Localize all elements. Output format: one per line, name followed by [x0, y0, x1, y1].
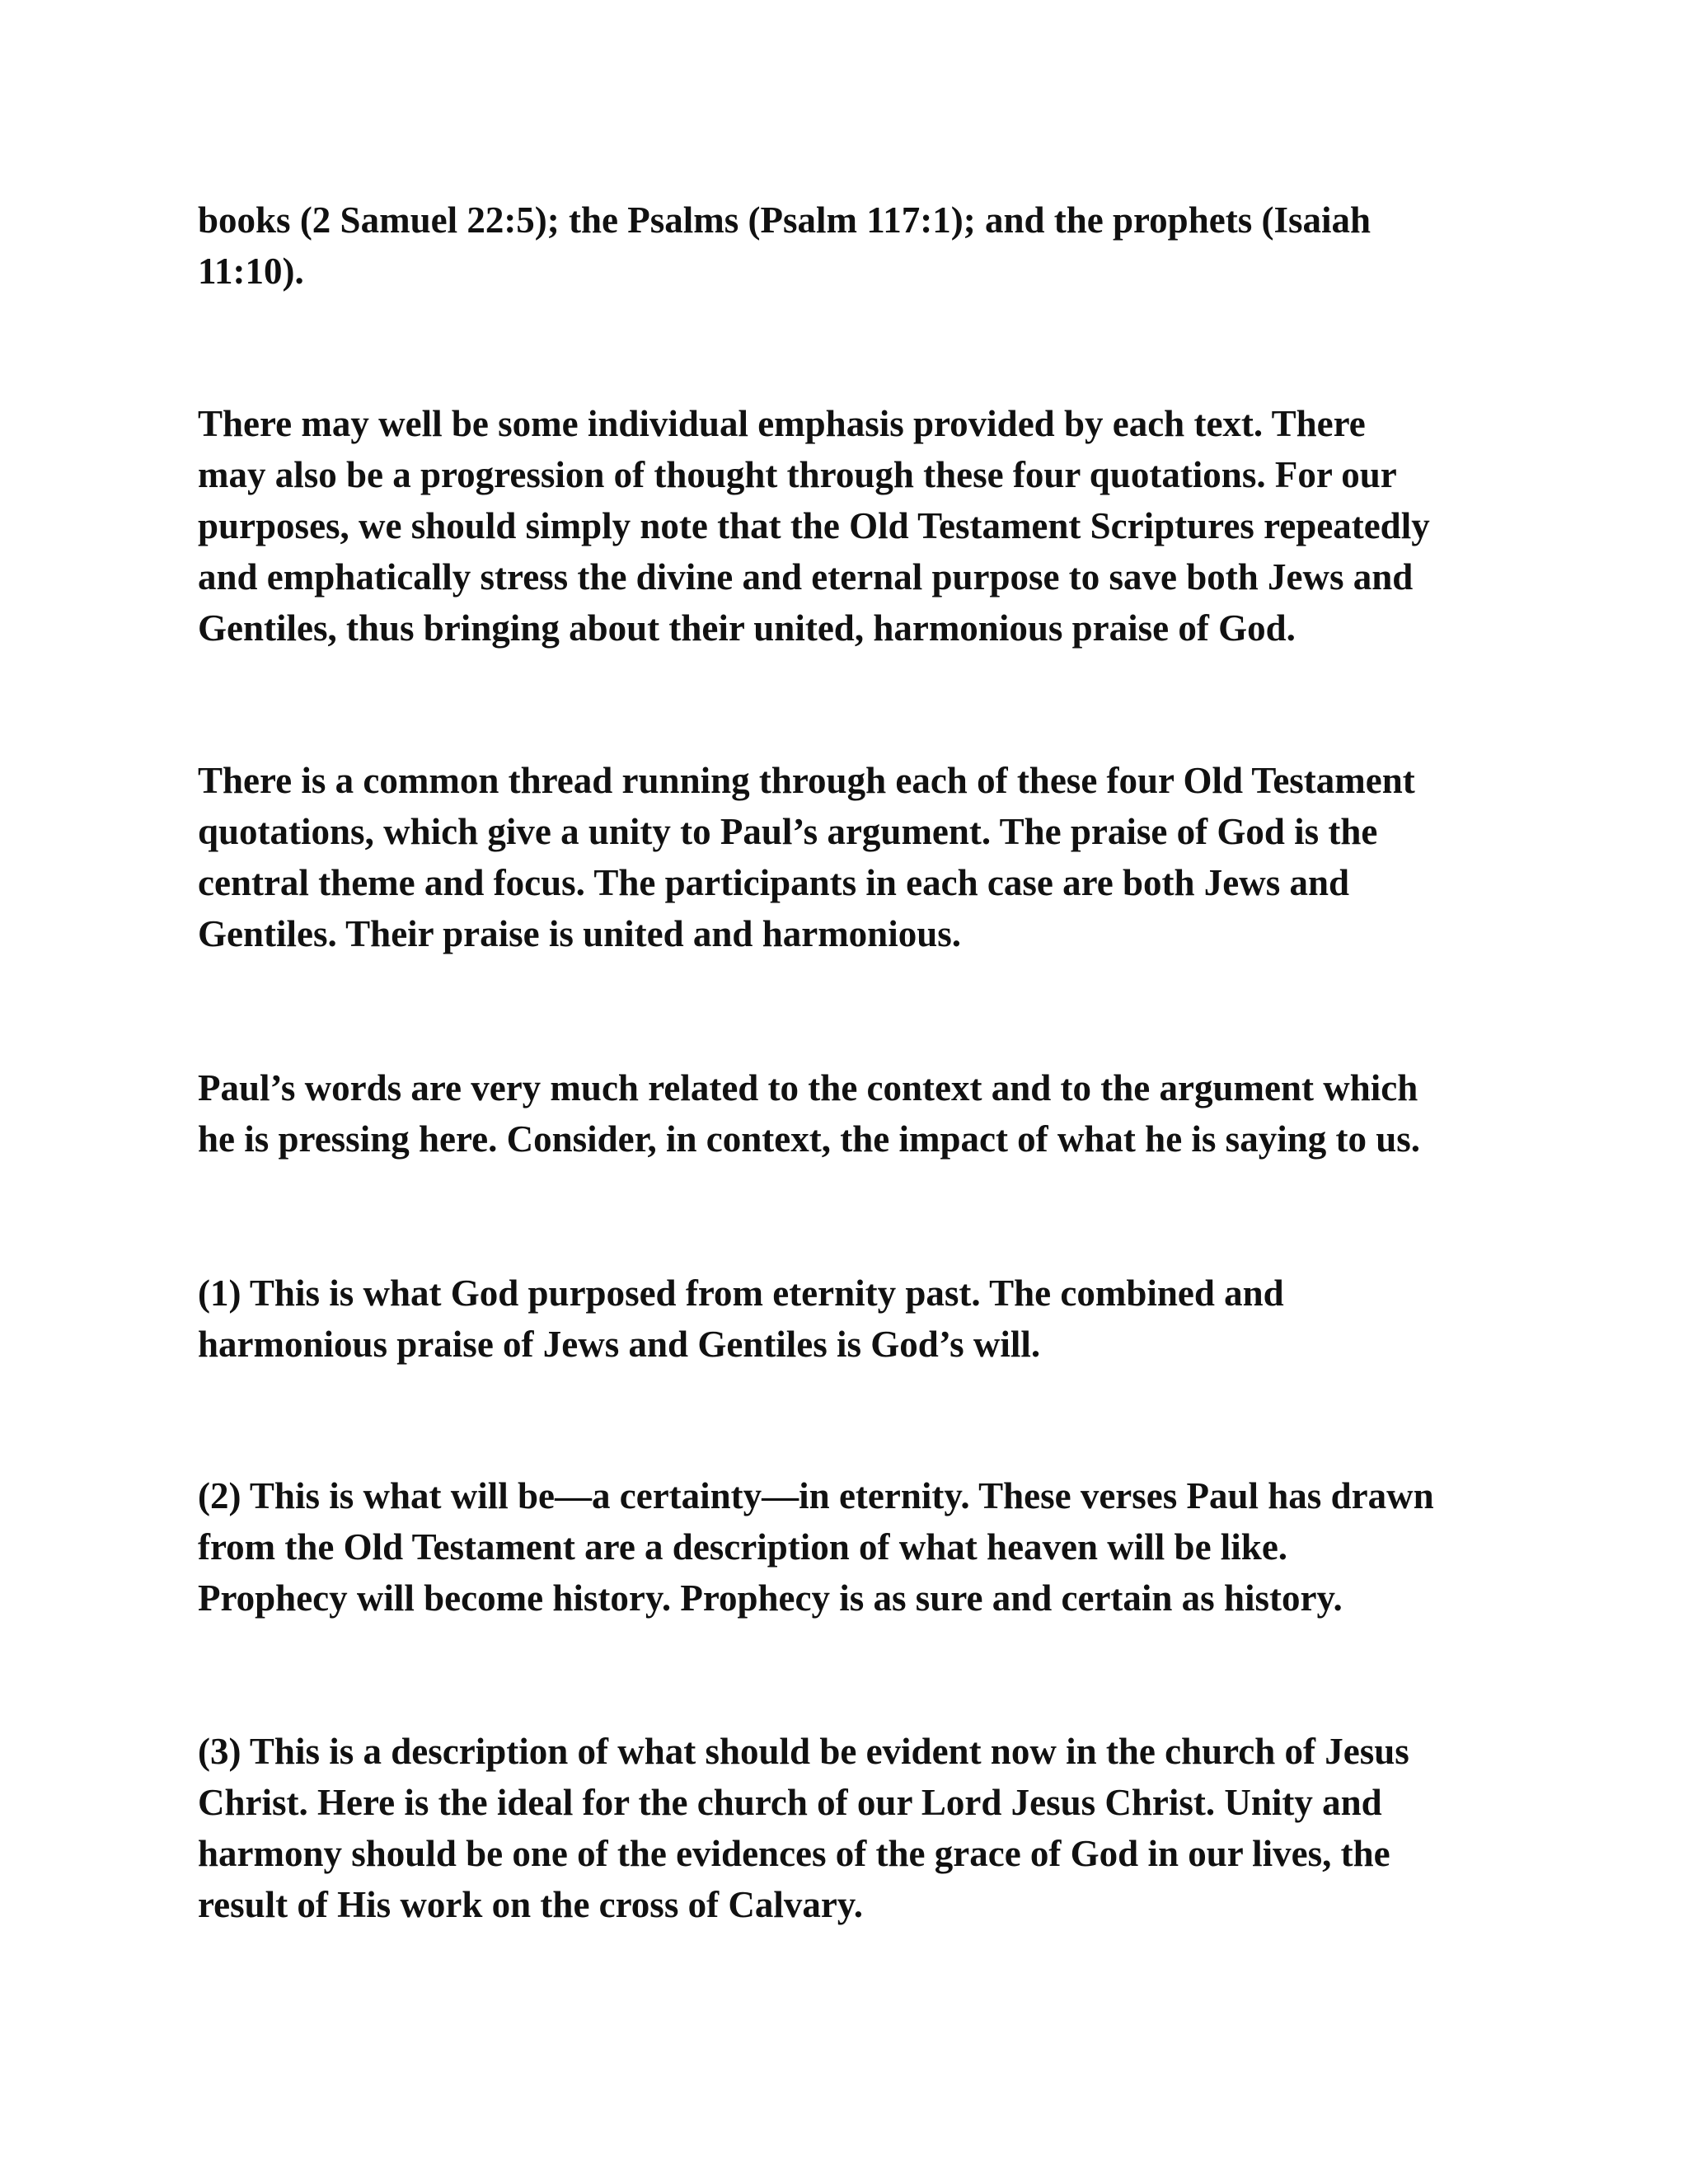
text-line: (1) This is what God purposed from eternity past. The combined and: [198, 1272, 1284, 1314]
text-line: 11:10).: [198, 251, 304, 292]
paragraph-point-3: [198, 1726, 1500, 1930]
paragraph-common-thread: [198, 755, 1500, 959]
text-line: and emphatically stress the divine and eternal purpose to save both Jews and: [198, 556, 1414, 598]
text-line: from the Old Testament are a description of what heaven will be like.: [198, 1526, 1288, 1568]
text-line: (3) This is a description of what should be evident now in the church of Jesus: [198, 1731, 1409, 1772]
text-line: harmony should be one of the evidences of the grace of God in our lives, the: [198, 1833, 1390, 1874]
paragraph-point-2: [198, 1470, 1500, 1624]
text-line: result of His work on the cross of Calvary.: [198, 1884, 864, 1925]
paragraph-scripture-references: [198, 194, 1500, 297]
paragraph-emphasis: [198, 398, 1500, 654]
text-line: purposes, we should simply note that the Old Testament Scriptures repeatedly: [198, 505, 1430, 546]
text-line: Gentiles. Their praise is united and harmonious.: [198, 913, 961, 954]
text-line: Paul’s words are very much related to the context and to the argument which: [198, 1067, 1418, 1108]
text-line: There may well be some individual emphasis provided by each text. There: [198, 403, 1366, 444]
text-line: harmonious praise of Jews and Gentiles is God’s will.: [198, 1324, 1041, 1365]
text-line: books (2 Samuel 22:5); the Psalms (Psalm 117:1); and the prophets (Isaiah: [198, 199, 1371, 241]
text-line: quotations, which give a unity to Paul’s argument. The praise of God is the: [198, 811, 1378, 852]
text-line: Gentiles, thus bringing about their united, harmonious praise of God.: [198, 607, 1296, 649]
text-line: central theme and focus. The participants in each case are both Jews and: [198, 862, 1350, 903]
paragraph-point-1: [198, 1268, 1500, 1370]
text-line: Prophecy will become history. Prophecy is as sure and certain as history.: [198, 1577, 1343, 1619]
text-line: (2) This is what will be—a certainty—in eternity. These verses Paul has drawn: [198, 1475, 1434, 1516]
text-line: Christ. Here is the ideal for the church of our Lord Jesus Christ. Unity and: [198, 1782, 1382, 1823]
text-line: There is a common thread running through each of these four Old Testament: [198, 760, 1415, 801]
text-line: may also be a progression of thought through these four quotations. For our: [198, 454, 1397, 495]
text-line: he is pressing here. Consider, in context, the impact of what he is saying to us.: [198, 1118, 1421, 1160]
paragraph-context: [198, 1062, 1500, 1165]
